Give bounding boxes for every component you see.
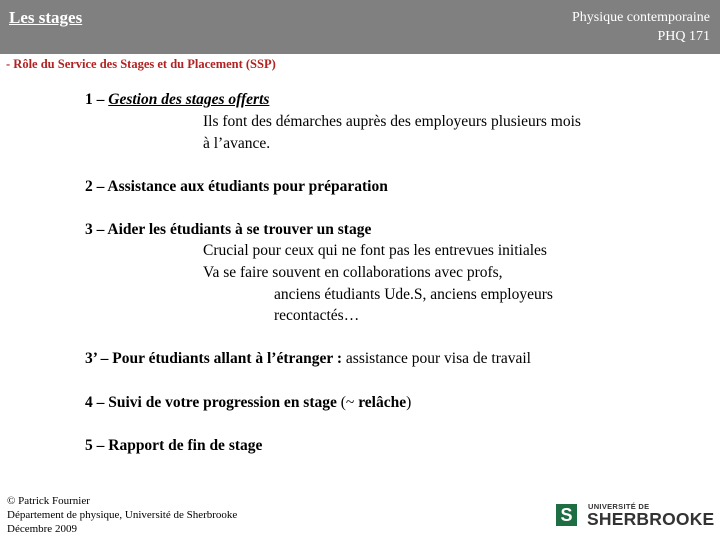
item-2-heading: 2 – Assistance aux étudiants pour préparation — [85, 178, 388, 195]
item-4-paren-word: relâche — [358, 394, 407, 411]
item-3prime-desc: assistance pour visa de travail — [342, 350, 531, 367]
item-3-desc-line-3: anciens étudiants Ude.S, anciens employeurs — [274, 286, 553, 303]
item-4-heading — [85, 394, 411, 412]
item-5-heading: 5 – Rapport de fin de stage — [85, 437, 263, 454]
footer-author: © Patrick Fournier — [7, 495, 90, 507]
item-3prime-heading — [85, 350, 531, 368]
page-title: Les stages — [9, 8, 83, 27]
footer-department: Département de physique, Université de Sherbrooke — [7, 509, 238, 521]
footer-date: Décembre 2009 — [7, 523, 77, 535]
item-3-desc-line-4: recontactés… — [274, 307, 360, 324]
course-info — [572, 8, 710, 46]
item-3-heading: 3 – Aider les étudiants à se trouver un stage — [85, 221, 372, 238]
item-1-number: 1 – — [85, 91, 109, 108]
item-3-desc-line-2: Va se faire souvent en collaborations avec profs, — [203, 264, 503, 281]
item-1-desc-line-2: à l’avance. — [203, 135, 271, 152]
item-3prime-title: 3’ – Pour étudiants allant à l’étranger : — [85, 350, 343, 367]
logo-mark-icon: S — [556, 504, 577, 526]
item-3-desc-line-1: Crucial pour ceux qui ne font pas les entrevues initiales — [203, 242, 547, 259]
logo-small-text: UNIVERSITÉ DE — [588, 502, 650, 511]
course-code: PHQ 171 — [657, 29, 710, 44]
item-1-desc-line-1: Ils font des démarches auprès des employeurs plusieurs mois — [203, 113, 581, 130]
item-1-heading — [85, 91, 269, 109]
section-subtitle: - Rôle du Service des Stages et du Placement (SSP) — [6, 57, 276, 71]
item-4-paren-close: ) — [406, 394, 412, 411]
university-logo — [556, 502, 715, 530]
logo-big-text: SHERBROOKE — [587, 509, 715, 529]
title-bar — [0, 0, 720, 54]
footer-credits — [7, 494, 237, 536]
item-1-title: Gestion des stages offerts — [108, 91, 270, 108]
item-4-paren-open: (~ — [336, 394, 359, 411]
course-name: Physique contemporaine — [571, 10, 710, 25]
item-4-title: 4 – Suivi de votre progression en stage — [85, 394, 337, 411]
